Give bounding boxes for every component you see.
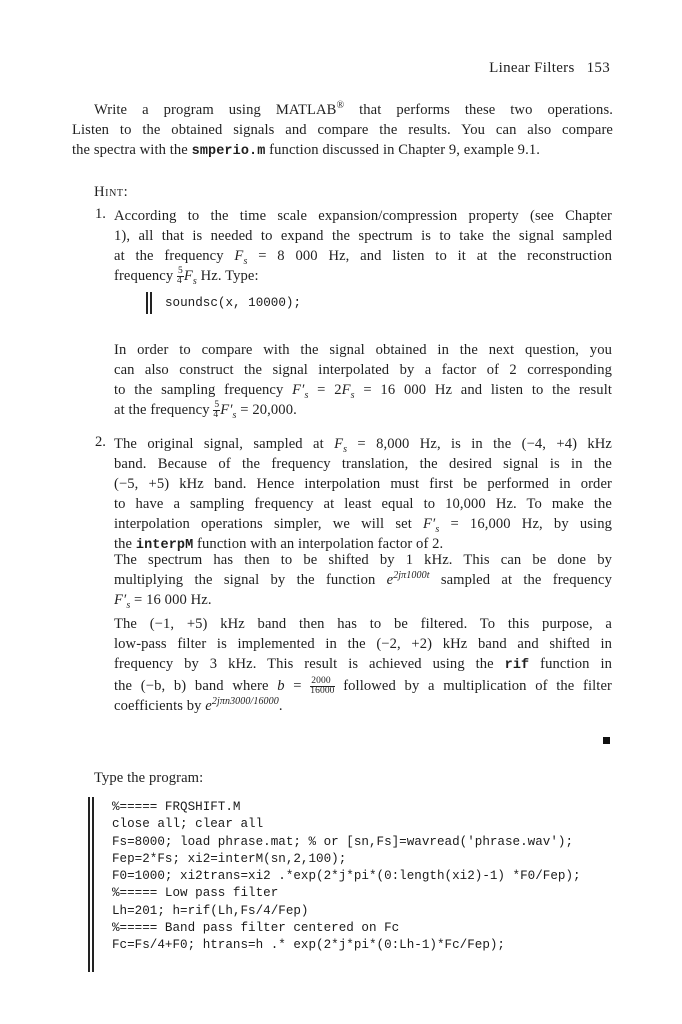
inline-code: smperio.m xyxy=(191,144,266,159)
item1-paragraph-2: In order to compare with the signal obtained in the next question, you can also construct the signal interpolated by a factor of 2 corresponding to the sampling frequency $F'_s = 2F_s = 16$ 000 Hz and listen to the result at the frequency $\frac{5}{4}$ $F'_s = 20,000$. xyxy=(114,342,612,421)
inline-code: rif xyxy=(504,658,530,673)
item-text: the xyxy=(114,536,136,552)
math-fs: $F_s$ xyxy=(183,268,197,287)
item-text: function with an interpolation factor of 2. xyxy=(193,536,444,552)
code-line: soundsc(x, 10000); xyxy=(165,296,302,310)
math-fs-prime: $F'_s$ xyxy=(114,592,131,611)
item-text: = 8,000 Hz, is in the (−4, +4) kHz xyxy=(347,436,612,452)
intro-text: the spectra with the xyxy=(72,142,192,158)
item-text: = 16,000 Hz, by using xyxy=(439,516,612,532)
math-fs: $F_s$ xyxy=(234,248,248,267)
math-exp: $e^{2j\pi 1000t}$ xyxy=(386,570,430,588)
math-fs: $F_s$ xyxy=(334,436,348,455)
code-line: %===== Band pass filter centered on Fc xyxy=(112,921,400,936)
page-number: 153 xyxy=(586,60,610,76)
item-text: frequency xyxy=(114,268,177,284)
math-fraction: $\frac{5}{4}$ xyxy=(213,400,220,421)
code-line: Fs=8000; load phrase.mat; % or [sn,Fs]=wavread('phrase.wav'); xyxy=(112,834,574,849)
item-text: coefficients by xyxy=(114,698,206,715)
math-fs-prime: $F'_s$ xyxy=(292,382,309,401)
item-number: 2. xyxy=(95,434,106,450)
item-text: at the frequency xyxy=(114,248,235,264)
code-line: close all; clear all xyxy=(112,817,264,832)
item2-paragraph xyxy=(114,434,612,556)
program-listing xyxy=(112,799,581,955)
registered-mark: ® xyxy=(336,100,345,112)
item-text: to have a sampling frequency at least equal to 10,000 Hz. To make the xyxy=(114,496,612,512)
item-text: The spectrum has then to be shifted by 1 kHz. This can be done by xyxy=(114,552,612,568)
item-text: = 20,000. xyxy=(236,402,297,418)
item-text: 1), all that is needed to expand the spectrum is to take the signal sampled xyxy=(114,228,612,244)
item-text: According to the time scale expansion/compression property (see Chapter xyxy=(114,208,612,224)
code-block-bar xyxy=(146,292,148,314)
item-text: function in xyxy=(529,656,612,672)
running-header xyxy=(489,60,610,77)
code-block-bar xyxy=(150,292,152,314)
item2-paragraph-3: The (−1, +5) kHz band then has to be filtered. To this purpose, a low-pass filter is implemented in the (−2, +2) kHz band and shifted in frequency by 3 kHz. This result is achieved using the rif function in the (−b, b) band where b = $\frac{2000}{16000}$ followed by a multiplication of the filter coefficients by $e^{2j\pi n3000/16000}$. xyxy=(114,616,612,715)
code-line: Fep=2*Fs; xi2=interM(sn,2,100); xyxy=(112,851,347,866)
math-fs-prime: $F'_s$ xyxy=(220,402,237,421)
item-text: multiplying the signal by the function xyxy=(114,572,387,588)
item-text: sampled at the frequency xyxy=(429,572,612,588)
program-label: Type the program: xyxy=(94,770,204,786)
item-text: low-pass filter is implemented in the (−2, +2) kHz band and shifted in xyxy=(114,636,612,652)
math-exp: $e^{2j\pi n3000/16000}$ xyxy=(205,696,279,715)
code-line: F0=1000; xi2trans=xi2 .*exp(2*j*pi*(0:length(xi2)-1) *F0/Fep); xyxy=(112,869,581,884)
item-text: = 8 000 Hz, and listen to it at the reconstruction xyxy=(247,248,612,264)
end-of-proof-square xyxy=(603,737,610,744)
item2-paragraph-2 xyxy=(114,550,612,610)
code-block-bar xyxy=(88,797,90,972)
intro-text: Write a program using MATLAB xyxy=(94,102,337,118)
item-text: The (−1, +5) kHz band then has to be filtered. To this purpose, a xyxy=(114,616,612,632)
code-line: %===== FRQSHIFT.M xyxy=(112,800,241,814)
item-text: The original signal, sampled at xyxy=(114,436,335,452)
code-line: Lh=201; h=rif(Lh,Fs/4/Fep) xyxy=(112,903,309,918)
item-text: can also construct the signal interpolated by a factor of 2 corresponding xyxy=(114,362,612,378)
item-text: = 16 000 Hz and listen to the result xyxy=(354,382,612,398)
item-text: frequency by 3 kHz. This result is achieved using the xyxy=(114,656,505,672)
intro-text: function discussed in Chapter 9, example 9.1. xyxy=(265,142,540,158)
item-text: the (−b, b) band where xyxy=(114,678,278,694)
item-text: Hz. Type: xyxy=(196,268,259,284)
item-text: interpolation operations simpler, we will set xyxy=(114,516,423,532)
item-text: (−5, +5) kHz band. Hence interpolation must first be performed in order xyxy=(114,476,612,492)
hint-label: Hint: xyxy=(94,184,129,200)
math-fraction: $\frac{5}{4}$ xyxy=(177,266,183,287)
math-fs-prime: $F'_s$ xyxy=(423,516,440,535)
item-text: to the sampling frequency xyxy=(114,382,293,398)
header-title: Linear Filters xyxy=(489,60,575,76)
code-line: Fc=Fs/4+F0; htrans=h .* exp(2*j*pi*(0:Lh-1)*Fc/Fep); xyxy=(112,938,505,953)
code-line: %===== Low pass filter xyxy=(112,886,279,901)
item1-paragraph xyxy=(114,206,612,286)
item-text: band. Because of the frequency translation, the desired signal is in the xyxy=(114,456,612,472)
intro-paragraph xyxy=(72,100,613,162)
item-text: at the frequency xyxy=(114,402,214,418)
item-text: In order to compare with the signal obtained in the next question, you xyxy=(114,342,612,358)
item-text: = 16 000 Hz. xyxy=(130,592,212,608)
inline-code: interpM xyxy=(135,538,194,553)
intro-text: that performs these two operations. xyxy=(344,102,613,118)
intro-text: Listen to the obtained signals and compare the results. You can also compare xyxy=(72,122,613,138)
item-number: 1. xyxy=(95,206,106,222)
item-text: . xyxy=(278,698,283,715)
code-block-bar xyxy=(92,797,94,972)
item-text: followed by a multiplication of the filter xyxy=(334,678,612,694)
math-fraction: $\frac{2000}{16000}$ xyxy=(310,676,335,697)
